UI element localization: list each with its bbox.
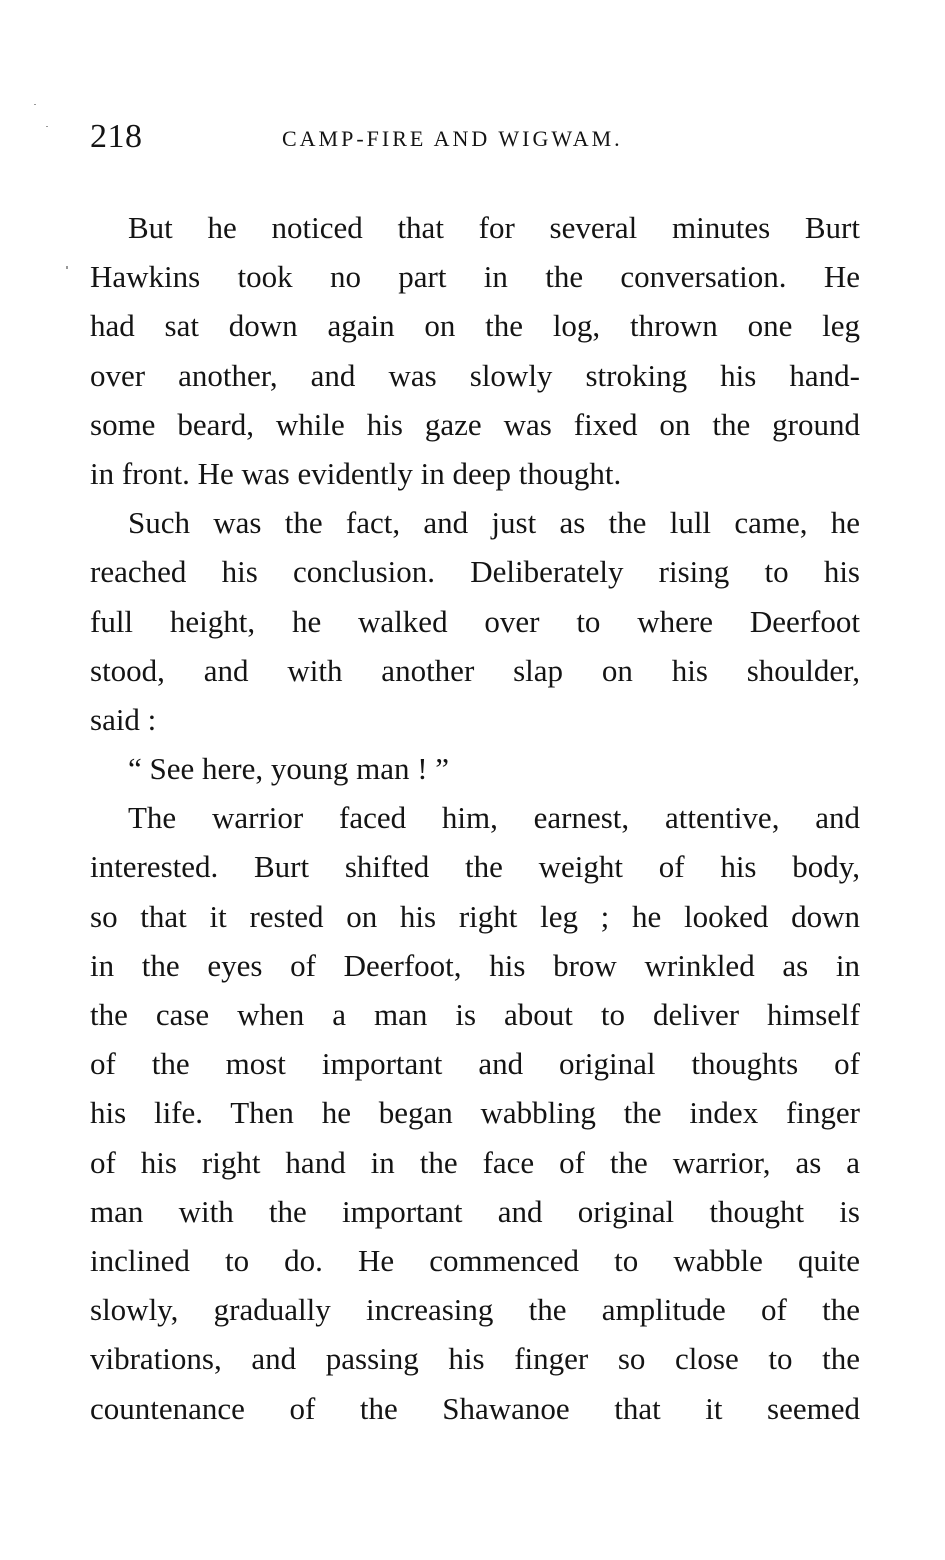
text-line: of his right hand in the face of the warrior, as a <box>90 1144 860 1180</box>
text-line: stood, and with another slap on his shoulder, <box>90 652 860 688</box>
text-line: But he noticed that for several minutes Burt <box>128 210 860 245</box>
text-line: in front. He was evidently in deep thought. <box>90 455 622 491</box>
text-line: inclined to do. He commenced to wabble quite <box>90 1242 860 1278</box>
text-line: had sat down again on the log, thrown one leg <box>90 308 860 344</box>
text-line: man with the important and original thought is <box>90 1193 860 1229</box>
text-line: slowly, gradually increasing the amplitude of the <box>90 1292 860 1328</box>
scan-speck <box>34 104 36 105</box>
text-line: countenance of the Shawanoe that it seemed <box>90 1390 860 1426</box>
text-line: the case when a man is about to deliver himself <box>90 997 860 1032</box>
scan-speck <box>46 126 48 127</box>
text-line: full height, he walked over to where Deerfoot <box>90 603 860 639</box>
running-title: CAMP-FIRE AND WIGWAM. <box>282 126 623 151</box>
text-line: “ See here, young man ! ” <box>128 751 450 787</box>
text-line: Such was the fact, and just as the lull came, he <box>128 505 860 541</box>
text-line: over another, and was slowly stroking his hand- <box>90 357 860 393</box>
running-head <box>90 112 860 162</box>
text-line: some beard, while his gaze was fixed on the ground <box>90 406 860 442</box>
scan-speck <box>66 266 68 269</box>
body-text <box>90 203 860 1433</box>
page-number: 218 <box>90 118 143 155</box>
text-line: The warrior faced him, earnest, attentive, and <box>128 800 860 836</box>
text-line: Hawkins took no part in the conversation. He <box>90 259 860 295</box>
text-line: in the eyes of Deerfoot, his brow wrinkled as in <box>90 947 860 983</box>
text-line: said : <box>90 701 157 737</box>
text-line: interested. Burt shifted the weight of his body, <box>90 849 860 885</box>
text-line: reached his conclusion. Deliberately rising to his <box>90 554 860 590</box>
text-line: his life. Then he began wabbling the index finger <box>90 1095 860 1131</box>
text-line: vibrations, and passing his finger so close to the <box>90 1341 860 1377</box>
text-line: of the most important and original thoughts of <box>90 1046 860 1082</box>
text-line: so that it rested on his right leg ; he looked down <box>90 898 860 934</box>
